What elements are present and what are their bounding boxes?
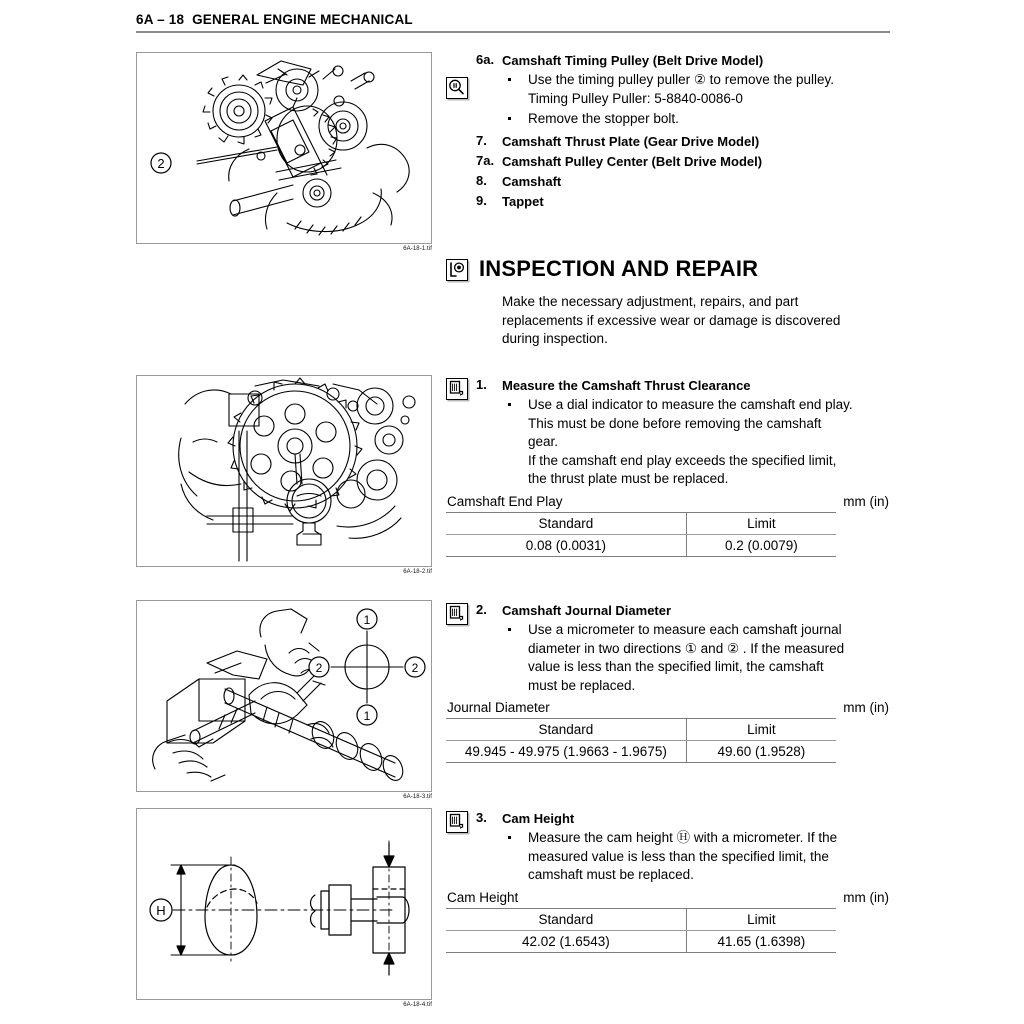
svg-text:2: 2 xyxy=(157,156,165,171)
procedure-1-line-2: This must be done before removing the camshaft xyxy=(528,415,822,431)
procedure-1-heading: Measure the Camshaft Thrust Clearance xyxy=(502,378,751,393)
svg-text:2: 2 xyxy=(411,661,419,675)
inspection-title: INSPECTION AND REPAIR xyxy=(479,256,759,281)
procedure-1-value-limit: 0.2 (0.0079) xyxy=(686,534,836,556)
part-item-7-number: 7. xyxy=(476,132,487,148)
procedure-3-line-2: measured value is less than the specified limit, the xyxy=(528,848,829,864)
procedure-3-col-limit: Limit xyxy=(686,908,836,930)
procedure-2-value-limit: 49.60 (1.9528) xyxy=(686,741,836,763)
step-6a-bullet-1-continuation: Timing Pulley Puller: 5-8840-0086-0 xyxy=(528,90,743,106)
part-item-9 xyxy=(446,193,890,210)
figure-1-callout xyxy=(151,153,171,173)
procedure-2-bullet xyxy=(502,621,890,695)
step-6a-bullet-1-text: Use the timing pulley puller ② to remove the pulley. xyxy=(528,72,834,87)
figure-2 xyxy=(136,375,434,575)
procedure-1-value-standard: 0.08 (0.0031) xyxy=(446,534,686,556)
svg-text:2: 2 xyxy=(315,661,323,675)
figure-4-caption: 6A-18-4.tif xyxy=(403,1002,432,1008)
bullet-dot xyxy=(508,78,511,81)
procedure-1 xyxy=(446,377,890,489)
inspection-paragraph-line-2: replacements if excessive wear or damage is discovered xyxy=(502,312,841,328)
bullet-dot xyxy=(508,836,511,839)
figure-4-callout xyxy=(150,899,172,921)
procedure-2-table-name: Journal Diameter xyxy=(447,700,550,715)
table-header-row xyxy=(446,719,836,741)
procedure-3-table-units: mm (in) xyxy=(843,889,889,905)
procedure-3-table-header xyxy=(446,889,890,908)
figure-1 xyxy=(136,52,434,252)
figure-3-caption: 6A-18-3.tif xyxy=(403,794,432,800)
procedure-3-spec-table xyxy=(446,908,836,953)
procedure-2-col-standard: Standard xyxy=(446,719,686,741)
procedure-3-table-name: Cam Height xyxy=(447,889,519,905)
figure-2-box xyxy=(136,375,432,567)
micrometer-journal-measurement-drawing xyxy=(137,601,431,791)
page-header-text xyxy=(136,12,890,27)
procedure-3-line-3: camshaft must be replaced. xyxy=(528,867,694,882)
dial-indicator-camshaft-gear-drawing xyxy=(137,376,431,566)
procedure-2-line-2: diameter in two directions ① and ② . If the measured xyxy=(528,640,845,656)
procedure-2-block xyxy=(446,602,890,763)
part-item-7-label: Camshaft Thrust Plate (Gear Drive Model) xyxy=(502,133,760,149)
figure-1-box xyxy=(136,52,432,244)
procedure-3-spec-table-wrap xyxy=(446,889,890,953)
table-header-row xyxy=(446,512,836,534)
procedure-3-col-standard: Standard xyxy=(446,908,686,930)
part-item-8 xyxy=(446,173,890,190)
step-6a-bullet-1 xyxy=(502,71,890,108)
bullet-dot xyxy=(508,628,511,631)
part-item-7a-number: 7a. xyxy=(476,152,495,168)
step-6a-bullet-2-text: Remove the stopper bolt. xyxy=(528,111,679,126)
manual-page xyxy=(136,0,890,1024)
procedure-3-value-standard: 42.02 (1.6543) xyxy=(446,930,686,952)
part-item-8-number: 8. xyxy=(476,172,487,188)
procedure-2-table-units: mm (in) xyxy=(843,700,889,715)
procedure-1-line-3: gear. xyxy=(528,434,559,449)
procedure-1-number: 1. xyxy=(476,377,487,392)
step-6a-bullet-2 xyxy=(502,110,890,129)
part-item-9-number: 9. xyxy=(476,192,487,208)
step-6a-number: 6a. xyxy=(476,52,495,67)
procedure-1-table-units: mm (in) xyxy=(843,493,889,509)
procedure-1-spec-table-wrap xyxy=(446,493,890,557)
part-item-9-label: Tappet xyxy=(502,193,544,209)
figure-1-caption: 6A-18-1.tif xyxy=(403,246,432,252)
procedure-2-number: 2. xyxy=(476,602,487,617)
procedure-2-value-standard: 49.945 - 49.975 (1.9663 - 1.9675) xyxy=(446,741,686,763)
part-item-7 xyxy=(446,133,890,150)
header-divider xyxy=(136,31,890,33)
procedure-1-block xyxy=(446,377,890,557)
procedure-2-spec-table xyxy=(446,718,836,763)
procedure-2-line-1: Use a micrometer to measure each camshaft journal xyxy=(528,622,842,637)
procedure-2 xyxy=(446,602,890,695)
procedure-1-bullet xyxy=(502,396,890,489)
cam-lobe-height-drawing xyxy=(137,809,431,999)
table-row xyxy=(446,741,836,763)
procedure-1-line-5: the thrust plate must be replaced. xyxy=(528,471,729,486)
inspection-and-repair-block xyxy=(446,257,890,349)
figure-2-caption: 6A-18-2.tif xyxy=(403,569,432,575)
svg-text:H: H xyxy=(156,903,166,918)
procedure-1-col-standard: Standard xyxy=(446,512,686,534)
procedure-3-heading: Cam Height xyxy=(502,811,575,826)
procedure-3 xyxy=(446,810,890,885)
part-item-8-label: Camshaft xyxy=(502,173,562,189)
camshaft-timing-pulley-drawing xyxy=(137,53,431,243)
procedure-3-bullet xyxy=(502,829,890,885)
figure-4 xyxy=(136,808,434,1008)
part-item-7a-label: Camshaft Pulley Center (Belt Drive Model) xyxy=(502,153,763,169)
procedure-1-line-1: Use a dial indicator to measure the camshaft end play. xyxy=(528,397,853,412)
table-row xyxy=(446,534,836,556)
bullet-dot xyxy=(508,403,511,406)
inspection-paragraph-line-1: Make the necessary adjustment, repairs, and part xyxy=(502,294,799,309)
procedure-2-line-3: value is less than the specified limit, the camshaft xyxy=(528,659,824,674)
procedure-2-spec-table-wrap xyxy=(446,699,890,763)
figure-3 xyxy=(136,600,434,800)
inspection-gauge-icon xyxy=(446,259,468,281)
step-6a xyxy=(446,52,890,129)
procedure-2-heading: Camshaft Journal Diameter xyxy=(502,603,672,618)
part-item-7a xyxy=(446,153,890,170)
procedure-3-value-limit: 41.65 (1.6398) xyxy=(686,930,836,952)
procedure-2-table-header xyxy=(446,699,890,718)
procedure-1-col-limit: Limit xyxy=(686,512,836,534)
procedure-3-block xyxy=(446,810,890,953)
bullet-dot xyxy=(508,117,511,120)
svg-text:1: 1 xyxy=(363,709,371,723)
procedure-3-number: 3. xyxy=(476,810,487,825)
step-6a-block xyxy=(446,52,890,210)
table-header-row xyxy=(446,908,836,930)
procedure-3-line-1: Measure the cam height Ⓗ with a micrometer. If the xyxy=(528,830,838,845)
step-6a-heading: Camshaft Timing Pulley (Belt Drive Model) xyxy=(502,53,764,68)
procedure-1-table-header xyxy=(446,493,890,512)
figure-3-box xyxy=(136,600,432,792)
procedure-1-spec-table xyxy=(446,512,836,557)
page-number: 6A – 18 xyxy=(136,12,185,27)
procedure-1-line-4: If the camshaft end play exceeds the specified limit, xyxy=(528,452,837,468)
procedure-1-table-name: Camshaft End Play xyxy=(447,493,563,509)
page-title: GENERAL ENGINE MECHANICAL xyxy=(192,12,413,27)
inspection-paragraph-line-3: during inspection. xyxy=(502,331,608,346)
page-header xyxy=(136,12,890,33)
procedure-2-col-limit: Limit xyxy=(686,719,836,741)
table-row xyxy=(446,930,836,952)
figure-4-box xyxy=(136,808,432,1000)
svg-text:1: 1 xyxy=(363,613,371,627)
procedure-2-line-4: must be replaced. xyxy=(528,677,636,693)
